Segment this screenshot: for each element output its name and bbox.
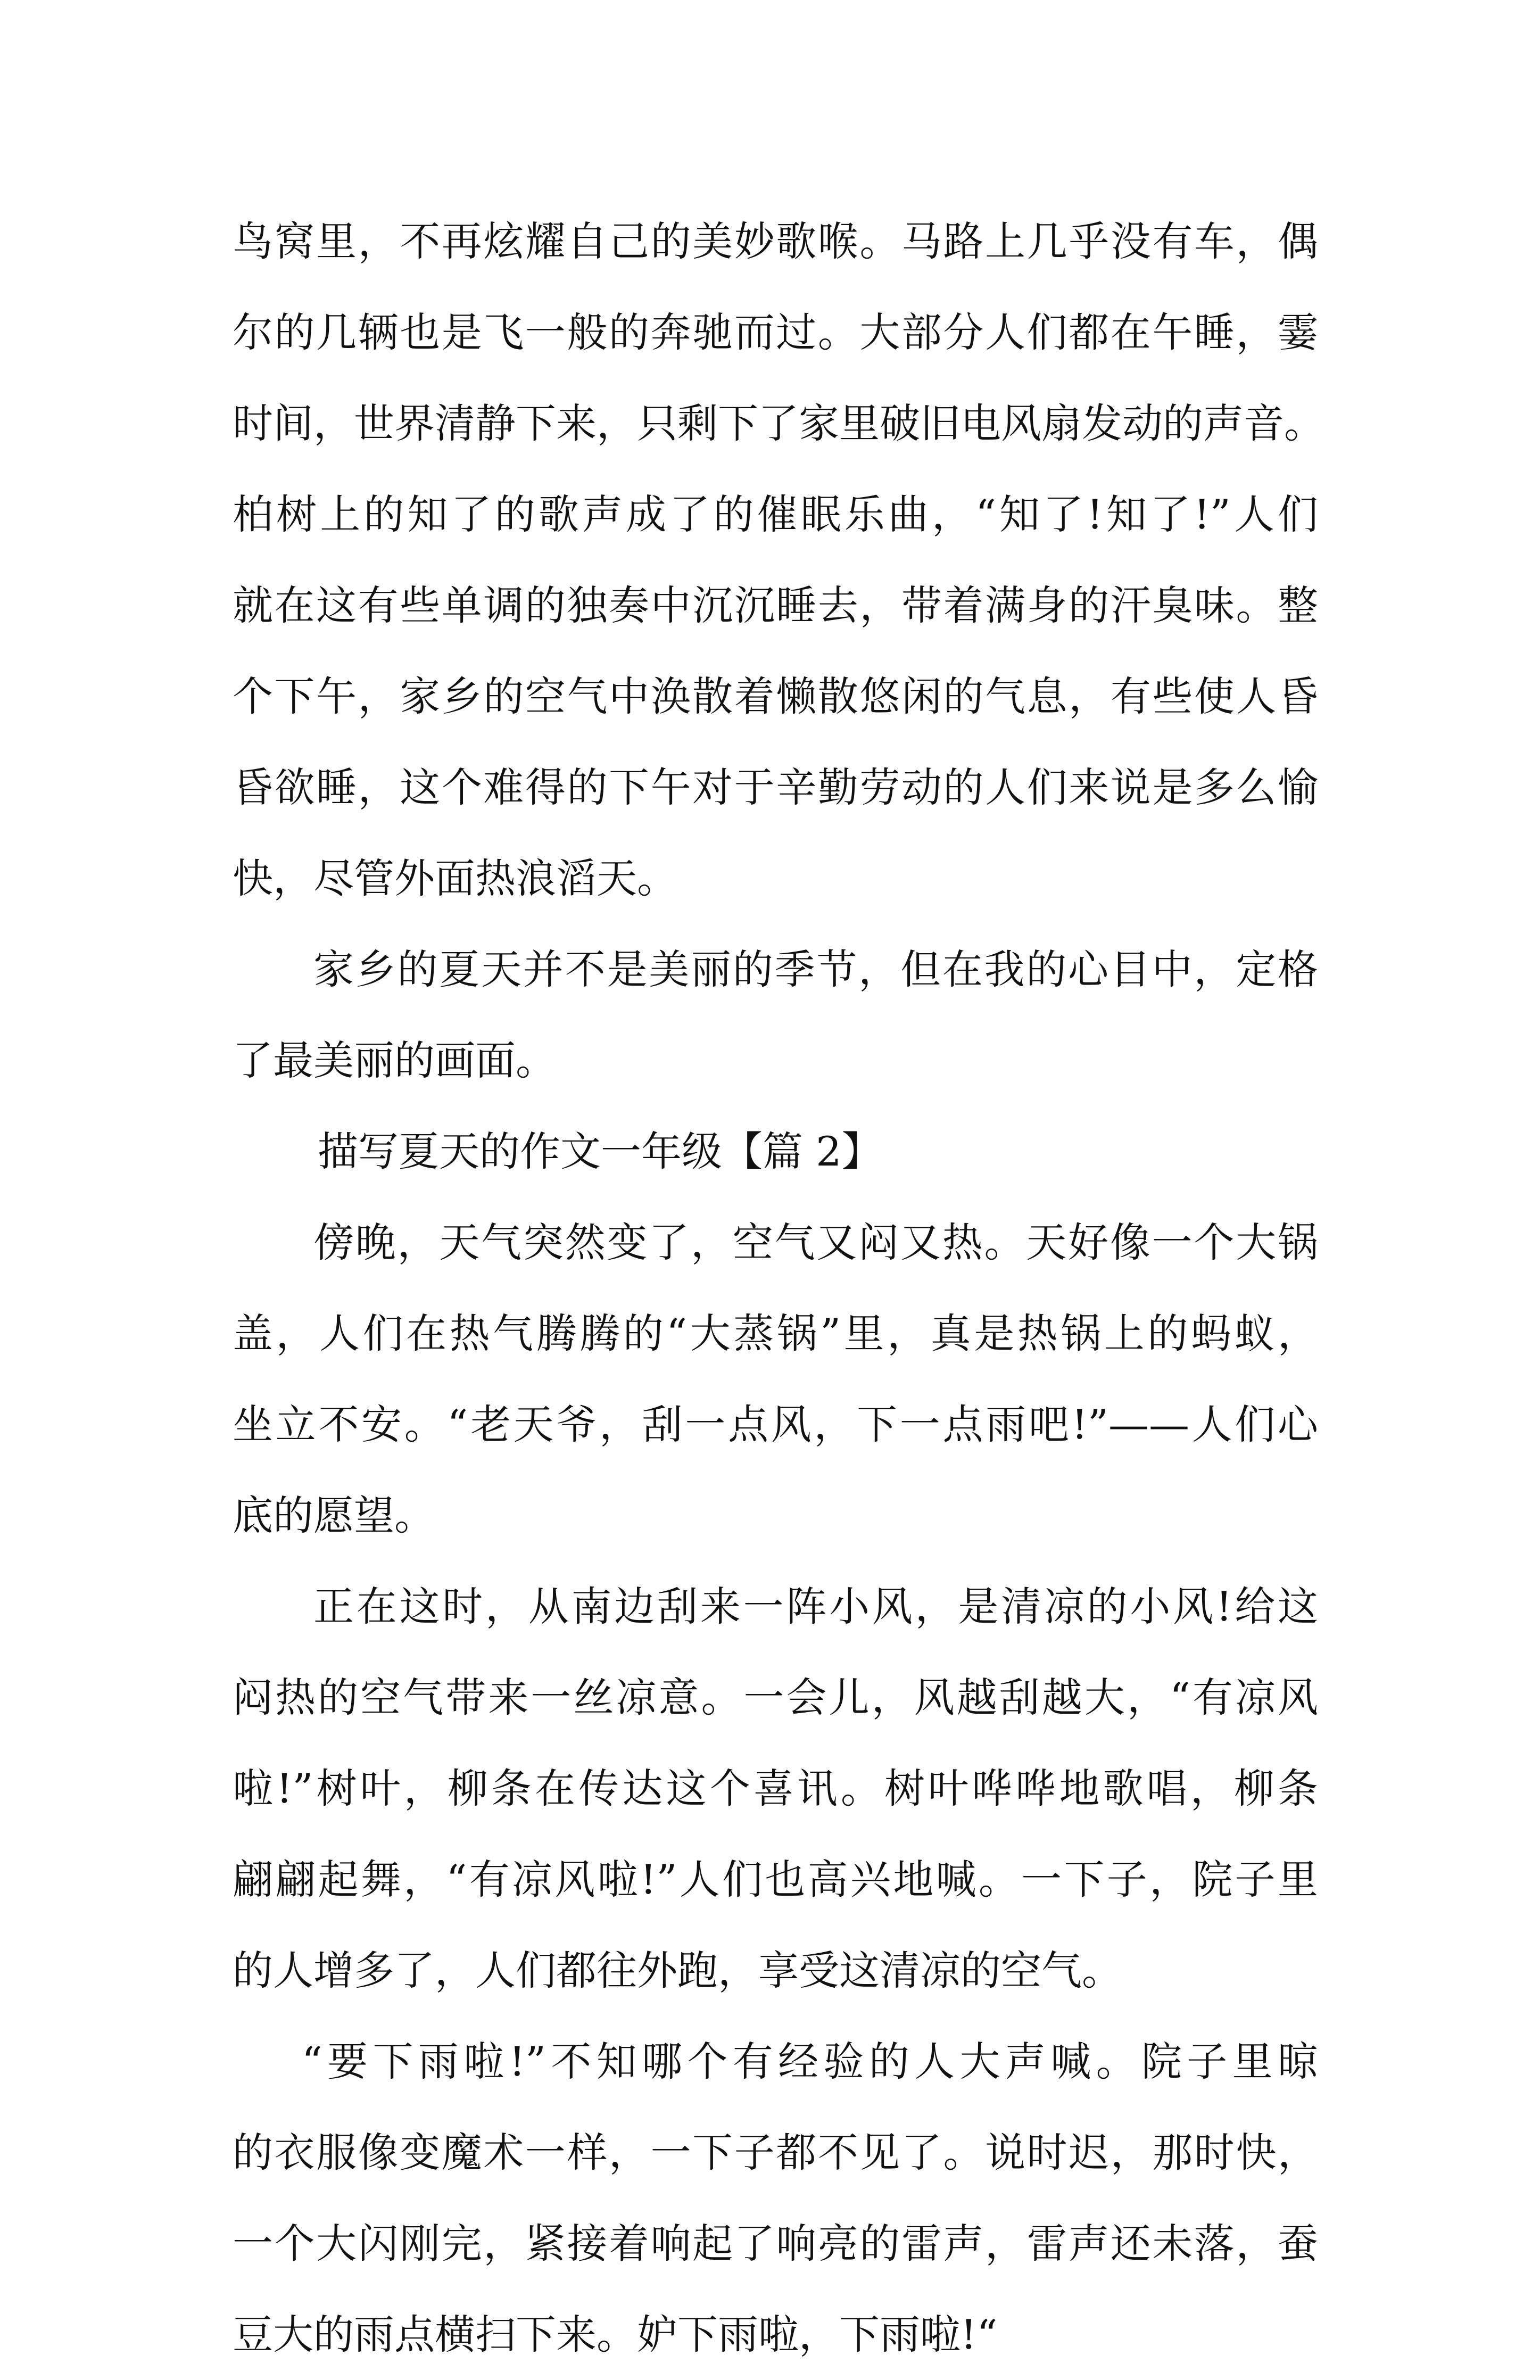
text-line: 时间，世界清静下来，只剩下了家里破旧电风扇发动的声音。 <box>233 400 1324 447</box>
text-line: 了最美丽的画面。 <box>233 1037 556 1084</box>
text-line: 的衣服像变魔术一样，一下子都不见了。说时迟，那时快， <box>233 2129 1318 2176</box>
text-line: 闷热的空气带来一丝凉意。一会儿，风越刮越大，“有凉风 <box>233 1674 1318 1721</box>
heading-text: 描写夏天的作文一年级【篇 2】 <box>318 1128 882 1175</box>
text-line: 底的愿望。 <box>233 1492 435 1539</box>
text-line: 翩翩起舞，“有凉风啦!”人们也高兴地喊。一下子，院子里 <box>233 1856 1318 1903</box>
text-line: 就在这有些单调的独奏中沉沉睡去，带着满身的汗臭味。整 <box>233 582 1318 629</box>
text-line: 正在这时，从南边刮来一阵小风，是清凉的小风!给这 <box>313 1583 1318 1630</box>
text-line: 个下午，家乡的空气中涣散着懒散悠闲的气息，有些使人昏 <box>233 673 1318 720</box>
text-line: 尔的几辆也是飞一般的奔驰而过。大部分人们都在午睡，霎 <box>233 309 1318 356</box>
text-line: 昏欲睡，这个难得的下午对于辛勤劳动的人们来说是多么愉 <box>233 764 1318 811</box>
text-line: 盖，人们在热气腾腾的“大蒸锅”里，真是热锅上的蚂蚁， <box>233 1310 1318 1357</box>
section-heading <box>233 1106 1318 1197</box>
text-line: 的人增多了，人们都往外跑，享受这清凉的空气。 <box>233 1947 1122 1994</box>
text-line: 坐立不安。“老天爷，刮一点风，下一点雨吧!”——人们心 <box>233 1401 1318 1448</box>
text-line: 豆大的雨点横扫下来。妒下雨啦，下雨啦!“ <box>233 2311 998 2358</box>
paragraph-4 <box>233 1561 1318 2016</box>
paragraph-2 <box>233 924 1318 1106</box>
paragraph-1 <box>233 196 1324 924</box>
document-body <box>233 196 1324 2380</box>
text-line: 柏树上的知了的歌声成了的催眠乐曲，“知了!知了!”人们 <box>233 491 1318 538</box>
text-line: 鸟窝里，不再炫耀自己的美妙歌喉。马路上几乎没有车，偶 <box>233 218 1318 265</box>
text-line: 傍晚，天气突然变了，空气又闷又热。天好像一个大锅 <box>313 1219 1318 1266</box>
paragraph-3 <box>233 1197 1318 1561</box>
text-line: 家乡的夏天并不是美丽的季节，但在我的心目中，定格 <box>313 946 1318 993</box>
paragraph-5 <box>233 2016 1318 2380</box>
text-line: 快，尽管外面热浪滔天。 <box>233 855 677 902</box>
text-line: 啦!”树叶，柳条在传达这个喜讯。树叶哗哗地歌唱，柳条 <box>233 1765 1318 1812</box>
text-line: 一个大闪刚完，紧接着响起了响亮的雷声，雷声还未落，蚕 <box>233 2220 1318 2267</box>
text-line: “要下雨啦!”不知哪个有经验的人大声喊。院子里晾 <box>302 2038 1318 2085</box>
